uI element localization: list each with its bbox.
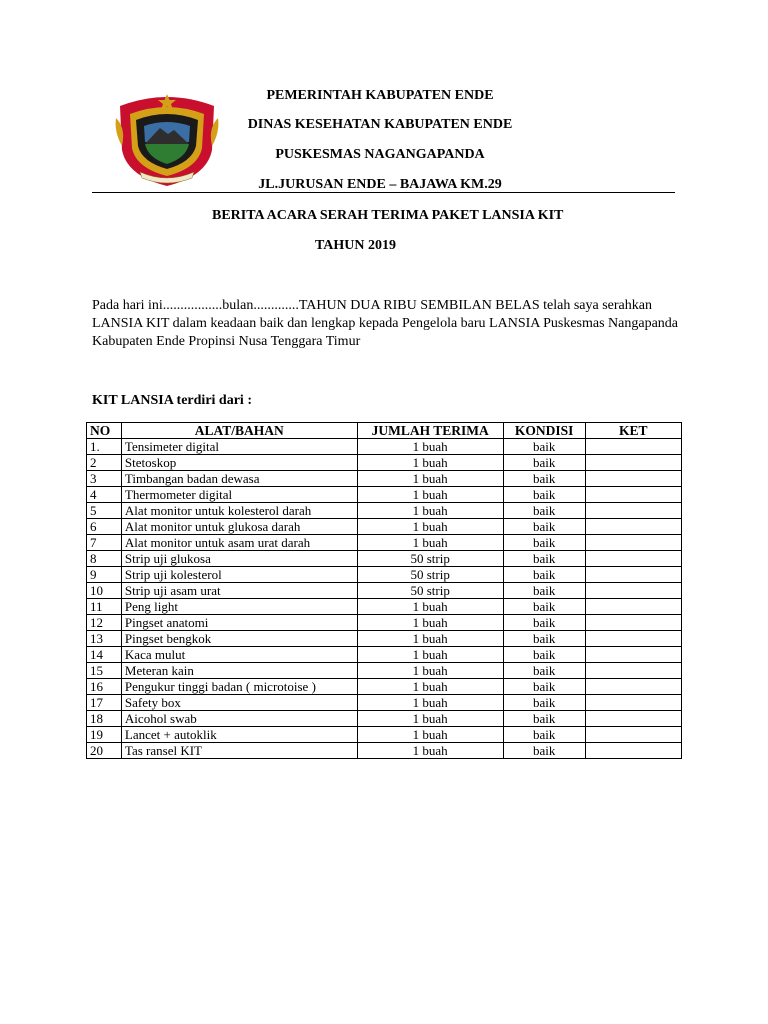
cell-item: Aicohol swab [121, 711, 357, 727]
cell-note [585, 471, 681, 487]
cell-no: 11 [87, 599, 122, 615]
cell-no: 20 [87, 743, 122, 759]
cell-item: Alat monitor untuk asam urat darah [121, 535, 357, 551]
cell-quantity: 1 buah [357, 647, 503, 663]
cell-condition: baik [503, 615, 585, 631]
cell-quantity: 50 strip [357, 583, 503, 599]
kit-items-table [86, 422, 682, 759]
cell-quantity: 1 buah [357, 663, 503, 679]
cell-no: 5 [87, 503, 122, 519]
cell-no: 19 [87, 727, 122, 743]
cell-note [585, 647, 681, 663]
cell-item: Kaca mulut [121, 647, 357, 663]
table-row [87, 695, 682, 711]
header-government: PEMERINTAH KABUPATEN ENDE [266, 88, 494, 103]
cell-quantity: 1 buah [357, 743, 503, 759]
col-header-ket: KET [585, 423, 681, 439]
cell-no: 1. [87, 439, 122, 455]
cell-item: Meteran kain [121, 663, 357, 679]
cell-note [585, 663, 681, 679]
table-row [87, 743, 682, 759]
cell-note [585, 455, 681, 471]
cell-note [585, 711, 681, 727]
table-row [87, 583, 682, 599]
cell-note [585, 679, 681, 695]
table-row [87, 679, 682, 695]
cell-item: Alat monitor untuk kolesterol darah [121, 503, 357, 519]
cell-note [585, 535, 681, 551]
cell-item: Safety box [121, 695, 357, 711]
cell-item: Pingset anatomi [121, 615, 357, 631]
cell-condition: baik [503, 743, 585, 759]
cell-no: 2 [87, 455, 122, 471]
cell-item: Stetoskop [121, 455, 357, 471]
cell-quantity: 1 buah [357, 471, 503, 487]
col-header-jumlah: JUMLAH TERIMA [357, 423, 503, 439]
table-row [87, 439, 682, 455]
header-divider [92, 192, 675, 193]
cell-note [585, 487, 681, 503]
cell-quantity: 1 buah [357, 439, 503, 455]
cell-quantity: 1 buah [357, 615, 503, 631]
cell-note [585, 519, 681, 535]
cell-item: Strip uji kolesterol [121, 567, 357, 583]
cell-note [585, 615, 681, 631]
cell-no: 3 [87, 471, 122, 487]
cell-item: Lancet + autoklik [121, 727, 357, 743]
cell-item: Pengukur tinggi badan ( microtoise ) [121, 679, 357, 695]
cell-note [585, 503, 681, 519]
cell-item: Strip uji glukosa [121, 551, 357, 567]
table-row [87, 551, 682, 567]
table-header-row [87, 423, 682, 439]
table-row [87, 615, 682, 631]
cell-item: Tas ransel KIT [121, 743, 357, 759]
cell-condition: baik [503, 599, 585, 615]
table-row [87, 471, 682, 487]
cell-note [585, 551, 681, 567]
cell-quantity: 1 buah [357, 599, 503, 615]
cell-note [585, 743, 681, 759]
table-row [87, 503, 682, 519]
cell-quantity: 50 strip [357, 551, 503, 567]
cell-no: 18 [87, 711, 122, 727]
cell-item: Peng light [121, 599, 357, 615]
cell-no: 13 [87, 631, 122, 647]
cell-condition: baik [503, 455, 585, 471]
cell-no: 6 [87, 519, 122, 535]
table-row [87, 663, 682, 679]
cell-condition: baik [503, 503, 585, 519]
table-row [87, 455, 682, 471]
cell-note [585, 695, 681, 711]
cell-quantity: 1 buah [357, 535, 503, 551]
cell-quantity: 50 strip [357, 567, 503, 583]
header-address: JL.JURUSAN ENDE – BAJAWA KM.29 [258, 177, 502, 192]
table-row [87, 535, 682, 551]
kit-heading: KIT LANSIA terdiri dari : [92, 393, 252, 408]
header-puskesmas: PUSKESMAS NAGANGAPANDA [275, 147, 485, 162]
cell-condition: baik [503, 695, 585, 711]
cell-condition: baik [503, 647, 585, 663]
table-row [87, 631, 682, 647]
cell-note [585, 727, 681, 743]
cell-item: Timbangan badan dewasa [121, 471, 357, 487]
cell-quantity: 1 buah [357, 631, 503, 647]
cell-condition: baik [503, 663, 585, 679]
document-title: BERITA ACARA SERAH TERIMA PAKET LANSIA KIT [212, 208, 564, 223]
cell-item: Thermometer digital [121, 487, 357, 503]
cell-item: Alat monitor untuk glukosa darah [121, 519, 357, 535]
col-header-no: NO [87, 423, 122, 439]
cell-condition: baik [503, 711, 585, 727]
header-department: DINAS KESEHATAN KABUPATEN ENDE [247, 117, 513, 132]
cell-no: 10 [87, 583, 122, 599]
table-row [87, 599, 682, 615]
cell-note [585, 599, 681, 615]
handover-paragraph: Pada hari ini.................bulan.............TAHUN DUA RIBU SEMBILAN BELAS telah saya serahkan LANSIA KIT dalam keadaan baik dan lengkap kepada Pengelola baru LANSIA Puskesmas Nangapanda Kabupaten Ende Propinsi Nusa Tenggara Timur [92, 298, 679, 349]
cell-no: 9 [87, 567, 122, 583]
cell-quantity: 1 buah [357, 695, 503, 711]
table-row [87, 727, 682, 743]
cell-quantity: 1 buah [357, 711, 503, 727]
cell-condition: baik [503, 519, 585, 535]
cell-condition: baik [503, 439, 585, 455]
table-row [87, 567, 682, 583]
cell-condition: baik [503, 631, 585, 647]
cell-quantity: 1 buah [357, 727, 503, 743]
table-row [87, 519, 682, 535]
cell-note [585, 583, 681, 599]
cell-note [585, 567, 681, 583]
cell-quantity: 1 buah [357, 679, 503, 695]
cell-item: Pingset bengkok [121, 631, 357, 647]
table-row [87, 647, 682, 663]
cell-no: 8 [87, 551, 122, 567]
cell-condition: baik [503, 727, 585, 743]
cell-quantity: 1 buah [357, 455, 503, 471]
cell-quantity: 1 buah [357, 487, 503, 503]
cell-no: 14 [87, 647, 122, 663]
cell-condition: baik [503, 567, 585, 583]
cell-condition: baik [503, 583, 585, 599]
cell-note [585, 631, 681, 647]
cell-condition: baik [503, 551, 585, 567]
cell-no: 12 [87, 615, 122, 631]
cell-condition: baik [503, 471, 585, 487]
cell-item: Strip uji asam urat [121, 583, 357, 599]
cell-quantity: 1 buah [357, 519, 503, 535]
cell-condition: baik [503, 679, 585, 695]
cell-no: 15 [87, 663, 122, 679]
cell-no: 4 [87, 487, 122, 503]
table-row [87, 711, 682, 727]
document-year: TAHUN 2019 [315, 238, 397, 253]
col-header-alat: ALAT/BAHAN [121, 423, 357, 439]
col-header-kondisi: KONDISI [503, 423, 585, 439]
cell-condition: baik [503, 487, 585, 503]
cell-note [585, 439, 681, 455]
cell-item: Tensimeter digital [121, 439, 357, 455]
cell-condition: baik [503, 535, 585, 551]
cell-quantity: 1 buah [357, 503, 503, 519]
cell-no: 17 [87, 695, 122, 711]
table-row [87, 487, 682, 503]
cell-no: 16 [87, 679, 122, 695]
cell-no: 7 [87, 535, 122, 551]
